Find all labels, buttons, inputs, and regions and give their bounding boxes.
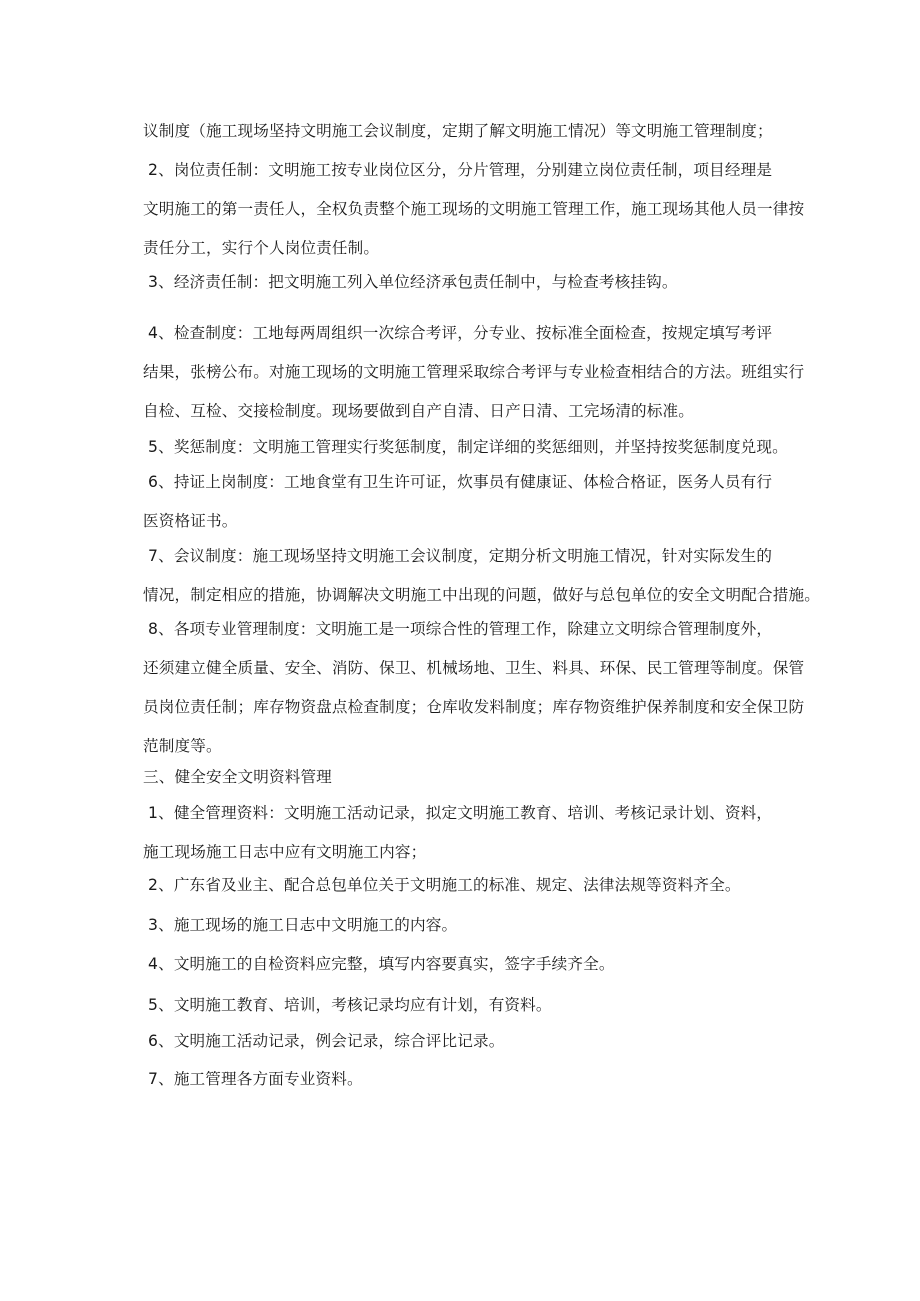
text-line: 7、施工管理各方面专业资料。 — [148, 1070, 363, 1088]
text-line: 8、各项专业管理制度：文明施工是一项综合性的管理工作，除建立文明综合管理制度外， — [148, 620, 773, 638]
paragraph-economic-responsibility — [143, 263, 831, 302]
list-item-standards — [143, 866, 831, 905]
paragraph-inspection-system — [143, 314, 831, 431]
list-item-professional-records — [143, 1060, 831, 1099]
list-item-activity-records — [143, 1022, 831, 1061]
text-line: 2、岗位责任制：文明施工按专业岗位区分，分片管理，分别建立岗位责任制，项目经理是 — [148, 161, 773, 179]
text-line: 医资格证书。 — [143, 512, 238, 530]
paragraph-management-records — [143, 794, 831, 872]
text-line: 议制度（施工现场坚持文明施工会议制度，定期了解文明施工情况）等文明施工管理制度； — [143, 122, 773, 140]
text-line: 6、文明施工活动记录，例会记录，综合评比记录。 — [148, 1032, 505, 1050]
text-line: 5、奖惩制度：文明施工管理实行奖惩制度，制定详细的奖惩细则，并坚持按奖惩制度兑现。 — [148, 438, 788, 456]
text-line: 5、文明施工教育、培训，考核记录均应有计划，有资料。 — [148, 996, 552, 1014]
text-line: 3、经济责任制：把文明施工列入单位经济承包责任制中，与检查考核挂钩。 — [148, 273, 678, 291]
text-line: 还须建立健全质量、安全、消防、保卫、机械场地、卫生、料具、环保、民工管理等制度。保管 — [143, 659, 805, 677]
text-line: 自检、互检、交接检制度。现场要做到自产自清、日产日清、工完场清的标准。 — [143, 402, 695, 420]
text-line: 3、施工现场的施工日志中文明施工的内容。 — [148, 916, 458, 934]
text-line: 情况，制定相应的措施，协调解决文明施工中出现的问题，做好与总包单位的安全文明配合措施。 — [143, 586, 820, 604]
text-line: 施工现场施工日志中应有文明施工内容； — [143, 843, 427, 861]
text-line: 2、广东省及业主、配合总包单位关于文明施工的标准、规定、法律法规等资料齐全。 — [148, 876, 741, 894]
text-line: 责任分工，实行个人岗位责任制。 — [143, 239, 380, 257]
text-line: 4、检查制度：工地每两周组织一次综合考评，分专业、按标准全面检查，按规定填写考评 — [148, 324, 773, 342]
paragraph-reward-penalty — [143, 428, 831, 467]
text-line: 结果，张榜公布。对施工现场的文明施工管理采取综合考评与专业检查相结合的方法。班组实行 — [143, 363, 805, 381]
text-line: 4、文明施工的自检资料应完整，填写内容要真实，签字手续齐全。 — [148, 955, 615, 973]
text-line: 7、会议制度：施工现场坚持文明施工会议制度，定期分析文明施工情况，针对实际发生的 — [148, 547, 773, 565]
paragraph-certification — [143, 463, 831, 541]
text-line: 员岗位责任制；库存物资盘点检查制度；仓库收发料制度；库存物资维护保养制度和安全保卫防 — [143, 698, 805, 716]
section-heading-records-management — [143, 758, 831, 797]
paragraph-meeting-system — [143, 537, 831, 615]
paragraph-post-responsibility — [143, 151, 831, 268]
list-item-self-inspection — [143, 945, 831, 984]
paragraph-professional-management — [143, 610, 831, 766]
list-item-education-training — [143, 986, 831, 1025]
list-item-construction-log — [143, 906, 831, 945]
text-line: 6、持证上岗制度：工地食堂有卫生许可证，炊事员有健康证、体检合格证，医务人员有行 — [148, 473, 773, 491]
text-line: 范制度等。 — [143, 737, 222, 755]
text-line: 文明施工的第一责任人，全权负责整个施工现场的文明施工管理工作，施工现场其他人员一律按 — [143, 200, 805, 218]
section-heading: 三、健全安全文明资料管理 — [143, 768, 332, 786]
paragraph-meeting-system-continued — [143, 112, 831, 151]
text-line: 1、健全管理资料：文明施工活动记录，拟定文明施工教育、培训、考核记录计划、资料， — [148, 804, 773, 822]
